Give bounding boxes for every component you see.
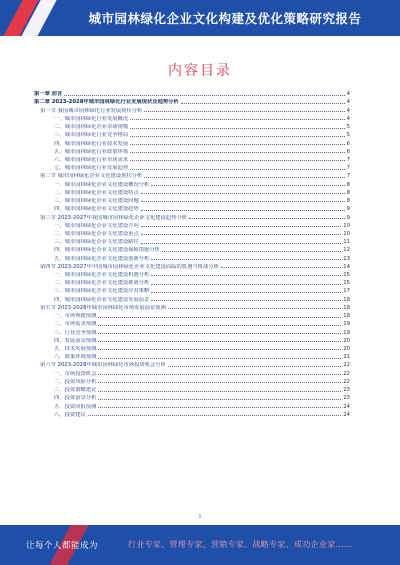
toc-entry-page: 8 [346,198,350,205]
toc-entry-label: 四、城市园林绿化企业文化建设发展前景 [54,296,150,303]
toc-entry[interactable] [34,286,350,294]
footer-slogan: 让每个人都能成为 [26,541,99,551]
toc-entry-page: 15 [343,272,350,279]
dot-leader [141,201,345,202]
dot-leader [141,193,345,194]
footer-description: 行业专家、管理专家、营销专家、战略专家、成功企业家…… [128,540,353,549]
dot-leader [98,382,341,383]
toc-entry[interactable] [34,410,350,418]
toc-entry-label: 五、城市园林绿化企业文化建设创新分析 [54,255,150,262]
dot-leader [162,251,341,252]
toc-entry-page: 24 [343,403,350,410]
dot-leader [130,169,344,170]
toc-entry-page: 13 [343,255,350,262]
toc-entry-page: 10 [343,230,350,237]
dot-leader [151,275,341,276]
toc-entry-label: 六、政策环境预测 [54,354,97,361]
dot-leader [130,160,344,161]
toc-entry-page: 9 [346,214,350,221]
toc-entry[interactable] [34,221,350,229]
toc-entry[interactable] [34,262,350,270]
toc-entry-page: 19 [343,329,350,336]
dot-leader [168,308,341,309]
toc-entry-page: 4 [346,91,350,98]
toc-entry-page: 24 [343,411,350,418]
toc-entry-page: 7 [346,156,350,163]
toc-entry-page: 5 [346,124,350,131]
toc-entry[interactable] [34,368,350,376]
toc-entry[interactable] [34,237,350,245]
toc-entry-page: 4 [346,115,350,122]
dot-leader [151,292,341,293]
toc-entry-page: 15 [343,280,350,287]
dot-leader [151,259,341,260]
toc-entry-page: 4 [346,107,350,114]
dot-leader [141,243,341,244]
toc-entry-label: 三、城市园林绿化企业文化建设应对策略 [54,288,150,295]
toc-entry-label: 一、城市园林绿化企业文化建设概况分析 [54,181,150,188]
toc-entry[interactable] [34,188,350,196]
toc-entry-page: 10 [343,222,350,229]
dot-leader [189,218,345,219]
toc-entry[interactable] [34,105,350,113]
dot-leader [130,152,344,153]
toc-entry-label: 二、市场需求预测 [54,321,97,328]
toc-entry[interactable] [34,97,350,105]
dot-leader [130,119,344,120]
toc-entry[interactable] [34,253,350,261]
toc-entry-page: 22 [343,370,350,377]
toc-entry[interactable] [34,360,350,368]
toc-entry[interactable] [34,114,350,122]
toc-entry[interactable] [34,278,350,286]
toc-entry-label: 三、城市园林绿化企业文化建设路径 [54,239,139,246]
toc-entry-page: 22 [343,362,350,369]
toc-entry-label: 第二章 2023-2028年城市园林绿化行业发展现状及趋势分析 [34,99,179,106]
toc-entry-label: 三、城市园林绿化行业竞争格局 [54,132,129,139]
toc-entry-label: 三、城市园林绿化企业文化建设问题 [54,198,139,205]
toc-entry-label: 第五节 2023-2028年城市园林绿化市场发展前景预测 [40,304,166,311]
toc-entry[interactable] [34,327,350,335]
toc-entry-page: 11 [343,239,350,246]
toc-entry[interactable] [34,179,350,187]
dot-leader [141,226,341,227]
dot-leader [98,391,341,392]
toc-entry-label: 六、投资建议 [54,411,86,418]
toc-entry-page: 21 [343,354,350,361]
toc-entry[interactable] [34,245,350,253]
toc-entry-label: 四、投资前景分析 [54,395,97,402]
toc-entry-page: 6 [346,148,350,155]
toc-entry-label: 第一节 我国城市园林绿化行业发展现状分析 [40,107,143,114]
toc-entry-page: 5 [346,132,350,139]
toc-entry-label: 第三节 2023-2027年我国城市园林绿化企业文化建设趋势分析 [40,214,188,221]
dot-leader [98,333,341,334]
dot-leader [88,415,341,416]
dot-leader [98,317,341,318]
toc-entry[interactable] [34,319,350,327]
toc-entry-label: 四、城市园林绿化行业技术发展 [54,140,129,147]
dot-leader [144,177,344,178]
toc-entry[interactable] [34,138,350,146]
dot-leader [141,210,345,211]
toc-entry-label: 六、城市园林绿化行业市场需求 [54,156,129,163]
toc-entry-page: 14 [343,263,350,270]
footer-banner [0,525,400,565]
toc-entry[interactable] [34,344,350,352]
toc-entry-page: 19 [343,321,350,328]
toc-entry-page: 17 [343,288,350,295]
toc-entry[interactable] [34,130,350,138]
toc-entry[interactable] [34,163,350,171]
dot-leader [151,284,341,285]
toc-entry-label: 一、城市园林绿化企业文化建设方向 [54,222,139,229]
toc-entry-label: 一、市场规模预测 [54,313,97,320]
dot-leader [98,358,341,359]
dot-leader [130,128,344,129]
toc-entry-label: 二、投资风险分析 [54,378,97,385]
toc-entry-label: 第一章 前言 [34,91,63,98]
toc-entry[interactable] [34,393,350,401]
toc-entry[interactable] [34,352,350,360]
toc-entry-label: 一、市场投资机会 [54,370,97,377]
dot-leader [64,95,344,96]
toc-entry[interactable] [34,171,350,179]
toc-entry-label: 五、城市园林绿化行业政策环境 [54,148,129,155]
toc-entry-page: 20 [343,346,350,352]
toc-entry-label: 四、发展前景预测 [54,337,97,344]
toc-entry-label: 七、城市园林绿化行业发展趋势 [54,165,129,172]
toc-entry-page: 9 [346,206,350,213]
toc-entry[interactable] [34,204,350,212]
toc-entry-label: 第二节 城市园林绿化企业文化建设现状分析 [40,173,143,180]
toc-entry[interactable] [34,229,350,237]
toc-entry-label: 一、城市园林绿化企业文化建设机遇分析 [54,272,150,279]
toc-entry-page: 18 [343,304,350,311]
toc-entry-page: 23 [343,387,350,394]
dot-leader [221,267,341,268]
toc-entry-label: 一、城市园林绿化行业发展概况 [54,115,129,122]
toc-entry[interactable] [34,311,350,319]
report-title: 城市园林绿化企业文化构建及优化策略研究报告 [88,11,362,26]
toc-entry[interactable] [34,155,350,163]
page-number: 1 [198,514,202,520]
dot-leader [98,374,341,375]
toc-entry-page: 18 [343,296,350,303]
dot-leader [141,234,341,235]
toc-entry-label: 四、城市园林绿化企业文化建设趋势 [54,206,139,213]
toc-entry-page: 20 [343,337,350,344]
toc-entry-page: 22 [343,378,350,385]
toc-entry-page: 4 [346,99,350,106]
toc-entry[interactable] [34,294,350,302]
toc-entry-label: 三、投资策略建议 [54,387,97,394]
toc-entry-page: 8 [346,189,350,196]
toc-entry-label: 二、城市园林绿化企业文化建设重点 [54,230,139,237]
dot-leader [130,136,344,137]
toc-entry[interactable] [34,385,350,393]
toc-entry[interactable] [34,303,350,311]
toc-heading: 内容目录 [168,63,232,79]
toc-entry-label: 五、投资回报预测 [54,403,97,410]
toc-entry[interactable] [34,147,350,155]
toc-entry-page: 7 [346,173,350,180]
dot-leader [98,349,341,350]
toc-entry[interactable] [34,212,350,220]
toc-entry-label: 五、技术发展预测 [54,346,97,352]
dot-leader [181,103,345,104]
table-of-contents [34,89,350,418]
dot-leader [144,111,344,112]
toc-entry[interactable] [34,401,350,409]
dot-leader [98,399,341,400]
toc-entry-label: 二、城市园林绿化企业市场规模 [54,124,129,131]
dot-leader [151,185,344,186]
dot-leader [98,341,341,342]
header-banner [0,0,400,36]
toc-entry[interactable] [34,196,350,204]
toc-entry[interactable] [34,122,350,130]
toc-entry[interactable] [34,336,350,344]
toc-entry-page: 8 [346,181,350,188]
toc-entry-page: 12 [343,247,350,254]
toc-entry[interactable] [34,377,350,385]
toc-entry-label: 三、行业竞争预测 [54,329,97,336]
toc-entry-label: 第四节 2023-2027年中国城市园林绿化企业文化建设面临的机遇与挑战分析 [40,263,219,270]
toc-entry-page: 7 [346,165,350,172]
toc-entry-page: 23 [343,395,350,402]
toc-entry-page: 6 [346,140,350,147]
dot-leader [151,300,341,301]
dot-leader [168,366,341,367]
toc-entry-label: 二、城市园林绿化企业文化建设特点 [54,189,139,196]
dot-leader [98,325,341,326]
toc-entry-page: 18 [343,313,350,320]
dot-leader [98,407,341,408]
toc-entry-label: 四、城市园林绿化企业文化建设保障措施分析 [54,247,160,254]
toc-entry[interactable] [34,270,350,278]
toc-entry-label: 第六节 2023-2028年城市园林绿化市场投资机会分析 [40,362,166,369]
toc-entry-label: 二、城市园林绿化企业文化建设挑战分析 [54,280,150,287]
toc-entry[interactable] [34,89,350,97]
dot-leader [130,144,344,145]
